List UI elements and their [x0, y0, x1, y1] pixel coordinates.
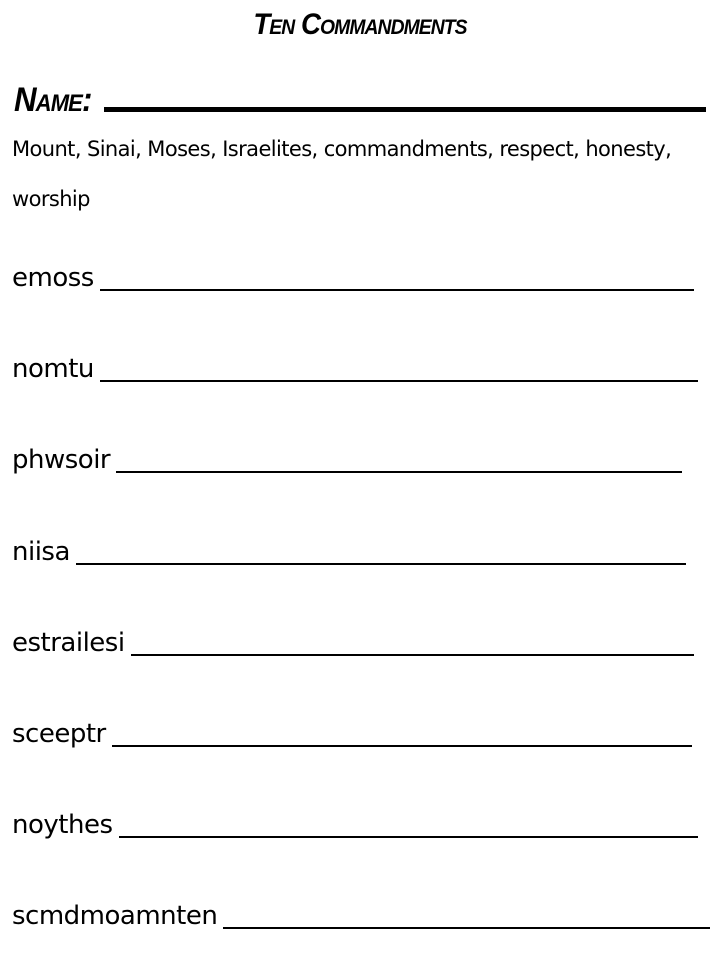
- word-row: [12, 619, 694, 659]
- scrambled-word: phwsoir: [12, 445, 111, 475]
- name-blank-line[interactable]: [104, 107, 706, 112]
- scrambled-word: niisa: [12, 537, 70, 567]
- word-row: [12, 345, 698, 385]
- scrambled-word: sceeptr: [12, 719, 106, 749]
- scrambled-word: noythes: [12, 810, 113, 840]
- answer-line[interactable]: [100, 289, 694, 291]
- answer-line[interactable]: [119, 836, 699, 838]
- scrambled-word: estrailesi: [12, 628, 125, 658]
- scrambled-word: nomtu: [12, 354, 94, 384]
- answer-line[interactable]: [112, 745, 692, 747]
- scrambled-word: scmdmoamnten: [12, 901, 218, 931]
- worksheet-title: Ten Commandments: [253, 8, 467, 41]
- name-label: Name:: [14, 81, 92, 119]
- answer-line[interactable]: [116, 471, 682, 473]
- answer-line[interactable]: [131, 654, 694, 656]
- word-row: [12, 801, 698, 841]
- word-row: [12, 436, 682, 476]
- word-row: [12, 254, 694, 294]
- word-row: [12, 710, 692, 750]
- scrambled-word: emoss: [12, 263, 94, 293]
- answer-line[interactable]: [76, 563, 686, 565]
- word-row: [12, 528, 686, 568]
- answer-line[interactable]: [100, 380, 698, 382]
- word-row: [12, 892, 710, 932]
- word-bank: Mount, Sinai, Moses, Israelites, commandments, respect, honesty, worship: [12, 137, 672, 211]
- name-row: [14, 76, 706, 118]
- answer-line[interactable]: [223, 927, 710, 929]
